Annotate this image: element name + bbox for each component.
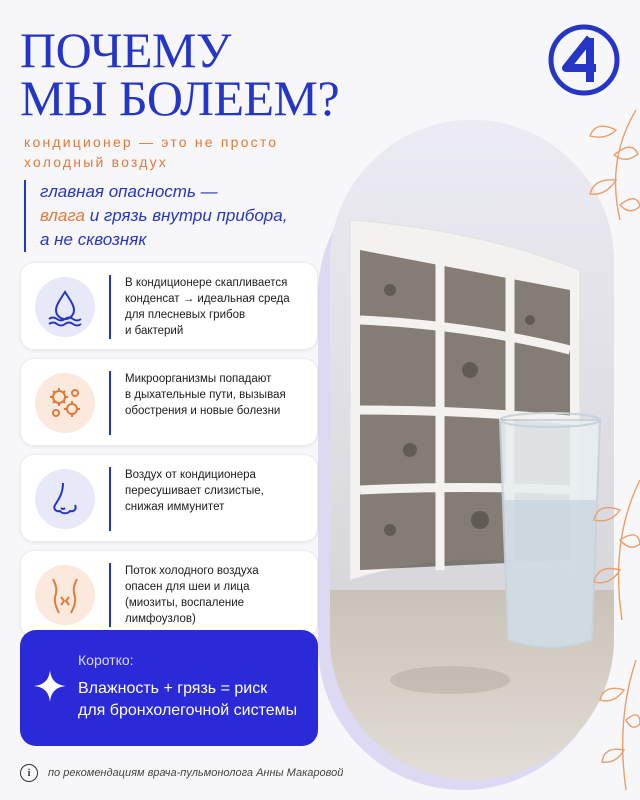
danger-line-1: главная опасность — bbox=[40, 182, 218, 201]
microbes-icon bbox=[45, 383, 85, 423]
footer-text: по рекомендациям врача-пульмонолога Анны Макаровой bbox=[48, 767, 344, 779]
card-text-line: для плесневых грибов bbox=[125, 309, 246, 321]
summary-box bbox=[20, 630, 318, 746]
card-microorganisms bbox=[20, 358, 318, 446]
title-line-1: ПОЧЕМУ bbox=[20, 22, 231, 78]
footer-note bbox=[20, 762, 343, 784]
card-text-line: (миозиты, воспаление bbox=[125, 597, 245, 609]
air-conditioner-photo bbox=[330, 120, 614, 780]
danger-line-3: а не сквозняк bbox=[40, 230, 147, 249]
summary-line-1: Влажность + грязь = риск bbox=[78, 680, 268, 697]
info-cards bbox=[20, 262, 318, 646]
title-line-2: МЫ БОЛЕЕМ? bbox=[20, 70, 340, 126]
summary-label: Коротко: bbox=[78, 652, 134, 668]
danger-quote bbox=[24, 180, 287, 252]
leaf-branch-decoration-icon bbox=[576, 100, 640, 800]
info-icon: i bbox=[20, 764, 38, 782]
card-cold-air bbox=[20, 550, 318, 638]
water-drop-icon bbox=[45, 287, 85, 327]
card-text-line: лимфоузлов) bbox=[125, 613, 196, 625]
card-text-line: и бактерий bbox=[125, 325, 184, 337]
card-text-line: Поток холодного воздуха bbox=[125, 565, 259, 577]
nose-icon bbox=[45, 479, 85, 519]
sparkle-icon bbox=[34, 670, 66, 702]
card-text-line: в дыхательные пути, вызывая bbox=[125, 389, 286, 401]
card-text-line: обострения и новые болезни bbox=[125, 405, 281, 417]
subtitle bbox=[24, 132, 278, 172]
summary-text bbox=[78, 678, 297, 722]
brand-logo-icon bbox=[548, 24, 620, 96]
card-text-line: пересушивает слизистые, bbox=[125, 485, 264, 497]
summary-line-2: для бронхолегочной системы bbox=[78, 702, 298, 719]
danger-line-2 bbox=[40, 204, 287, 228]
card-text-line: В кондиционере скапливается bbox=[125, 277, 288, 289]
card-text-line: опасен для шеи и лица bbox=[125, 581, 250, 593]
card-dry-mucosa bbox=[20, 454, 318, 542]
subtitle-line-1: кондиционер — это не просто bbox=[24, 134, 279, 150]
card-text-line: Воздух от кондиционера bbox=[125, 469, 256, 481]
card-text-line: Микроорганизмы попадают bbox=[125, 373, 272, 385]
danger-line-2-rest: и грязь внутри прибора, bbox=[85, 206, 288, 225]
card-condensate bbox=[20, 262, 318, 350]
card-text-line: снижая иммунитет bbox=[125, 501, 225, 513]
dirty-filter-illustration bbox=[330, 120, 614, 780]
page-title bbox=[20, 22, 340, 126]
danger-accent: влага bbox=[40, 206, 85, 225]
neck-pain-icon bbox=[45, 575, 85, 615]
subtitle-line-2: холодный воздух bbox=[24, 154, 168, 170]
card-text-line: конденсат → идеальная среда bbox=[125, 293, 290, 305]
